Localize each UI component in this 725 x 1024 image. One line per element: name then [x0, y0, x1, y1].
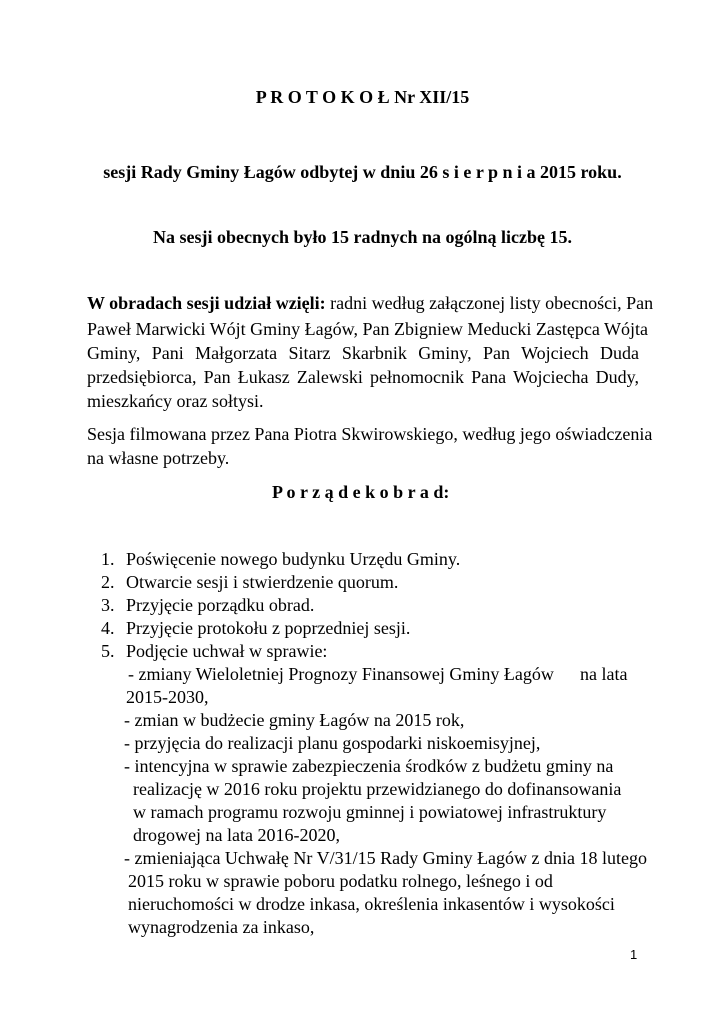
resolution-budget: - zmian w budżecie gminy Łagów na 2015 rok,: [124, 710, 465, 730]
resolution-wpf-line-2: 2015-2030,: [126, 687, 209, 707]
agenda-item-3-number: 3.: [101, 595, 115, 615]
filming-line-2: na własne potrzeby.: [87, 448, 230, 468]
resolution-wpf-line-1: - zmiany Wieloletniej Prognozy Finansowej Gminy Łagów: [128, 664, 554, 684]
resolution-amend-line-3: nieruchomości w drodze inkasa, określenia inkasentów i wysokości: [128, 894, 615, 914]
participants-label: W obradach sesji udział wzięli:: [87, 293, 326, 313]
resolution-intent-line-3: w ramach programu rozwoju gminnej i powiatowej infrastruktury: [133, 802, 607, 822]
agenda-item-2-number: 2.: [101, 572, 115, 592]
document-title: P R O T O K O Ł Nr XII/15: [255, 87, 470, 107]
attendance-line: Na sesji obecnych było 15 radnych na ogólną liczbę 15.: [152, 227, 573, 247]
agenda-item-1-number: 1.: [101, 549, 115, 569]
participants-line-4: przedsiębiorca, Pan Łukasz Zalewski pełnomocnik Pana Wojciecha Dudy,: [87, 367, 639, 387]
participants-line-2: Paweł Marwicki Wójt Gminy Łagów, Pan Zbigniew Meducki Zastępca Wójta: [87, 319, 649, 339]
filming-line-1: Sesja filmowana przez Pana Piotra Skwirowskiego, według jego oświadczenia: [87, 424, 653, 444]
agenda-item-5: Podjęcie uchwał w sprawie:: [126, 641, 328, 661]
agenda-item-2: Otwarcie sesji i stwierdzenie quorum.: [126, 572, 399, 592]
agenda-item-4: Przyjęcie protokołu z poprzedniej sesji.: [126, 618, 411, 638]
participants-line-5: mieszkańcy oraz sołtysi.: [87, 391, 264, 411]
session-subtitle: sesji Rady Gminy Łagów odbytej w dniu 26 s i e r p n i a 2015 roku.: [103, 162, 622, 182]
participants-line-1: [87, 292, 654, 314]
resolution-amend-line-1: - zmieniająca Uchwałę Nr V/31/15 Rady Gminy Łagów z dnia 18 lutego: [124, 848, 648, 868]
agenda-heading: P o r z ą d e k o b r a d:: [272, 482, 450, 502]
resolution-emission-plan: - przyjęcia do realizacji planu gospodarki niskoemisyjnej,: [124, 733, 541, 753]
participants-line-1-text: radni według załączonej listy obecności, Pan: [330, 293, 654, 313]
agenda-item-4-number: 4.: [101, 618, 115, 638]
agenda-item-5-number: 5.: [101, 641, 115, 661]
agenda-item-3: Przyjęcie porządku obrad.: [126, 595, 315, 615]
resolution-amend-line-2: 2015 roku w sprawie poboru podatku rolnego, leśnego i od: [128, 871, 553, 891]
agenda-item-1: Poświęcenie nowego budynku Urzędu Gminy.: [126, 549, 461, 569]
resolution-wpf-line-1-tail: na lata: [580, 664, 628, 684]
resolution-intent-line-2: realizację w 2016 roku projektu przewidzianego do dofinansowania: [133, 779, 622, 799]
resolution-intent-line-1: - intencyjna w sprawie zabezpieczenia środków z budżetu gminy na: [124, 756, 614, 776]
participants-line-3: Gminy, Pani Małgorzata Sitarz Skarbnik Gminy, Pan Wojciech Duda: [87, 343, 639, 363]
page-number: 1: [630, 947, 638, 962]
resolution-intent-line-4: drogowej na lata 2016-2020,: [133, 825, 340, 845]
resolution-amend-line-4: wynagrodzenia za inkaso,: [128, 917, 315, 937]
